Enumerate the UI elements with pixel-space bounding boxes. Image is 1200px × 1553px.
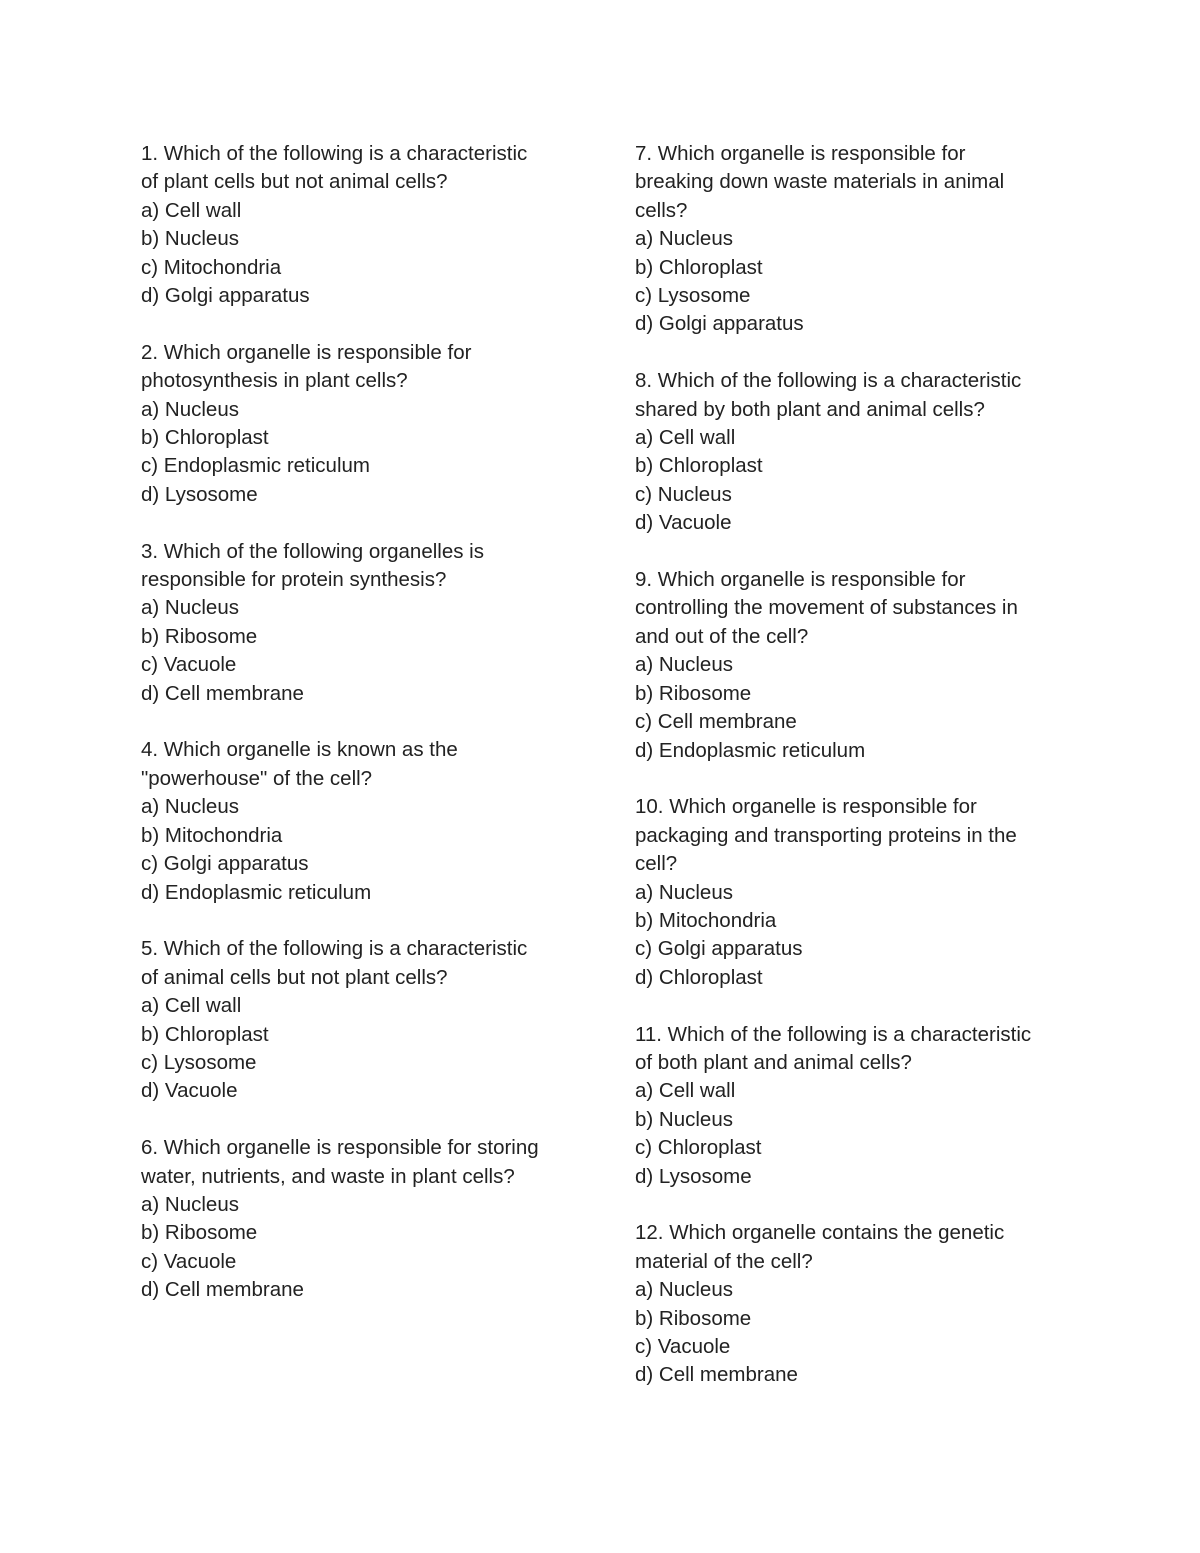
answer-option-b: b) Chloroplast — [635, 255, 763, 279]
answer-option-c: c) Mitochondria — [141, 255, 282, 279]
question-text-line: shared by both plant and animal cells? — [635, 397, 985, 421]
answer-option-b: b) Mitochondria — [635, 908, 777, 932]
answer-option-c: c) Vacuole — [635, 1334, 731, 1358]
question-4 — [141, 736, 581, 906]
question-12 — [635, 1219, 1075, 1389]
answer-option-c: c) Golgi apparatus — [635, 937, 803, 961]
question-text-line: 3. Which of the following organelles is — [141, 539, 484, 563]
question-text-line: 10. Which organelle is responsible for — [635, 795, 977, 819]
answer-option-d: d) Vacuole — [141, 1079, 238, 1103]
question-10 — [635, 793, 1075, 992]
question-spacer — [141, 907, 581, 935]
question-2 — [141, 339, 581, 509]
question-text-line: 12. Which organelle contains the genetic — [635, 1221, 1005, 1245]
question-text-line: 8. Which of the following is a characteristic — [635, 369, 1022, 393]
answer-option-c: c) Endoplasmic reticulum — [141, 454, 370, 478]
question-spacer — [635, 339, 1075, 367]
answer-option-b: b) Ribosome — [141, 624, 258, 648]
question-text-line: 4. Which organelle is known as the — [141, 738, 458, 762]
right-question-column — [635, 140, 1075, 1390]
answer-option-a: a) Cell wall — [141, 198, 242, 222]
answer-option-c: c) Chloroplast — [635, 1136, 762, 1160]
answer-option-b: b) Nucleus — [635, 1107, 733, 1131]
question-text-line: 9. Which organelle is responsible for — [635, 568, 966, 592]
answer-option-a: a) Nucleus — [141, 397, 239, 421]
question-6 — [141, 1134, 581, 1304]
answer-option-b: b) Chloroplast — [635, 454, 763, 478]
answer-option-d: d) Cell membrane — [141, 1278, 304, 1302]
answer-option-a: a) Nucleus — [141, 596, 239, 620]
answer-option-a: a) Cell wall — [141, 994, 242, 1018]
answer-option-c: c) Lysosome — [141, 1050, 257, 1074]
question-5 — [141, 935, 581, 1105]
question-text-line: 7. Which organelle is responsible for — [635, 142, 966, 165]
answer-option-b: b) Nucleus — [141, 227, 239, 251]
question-spacer — [635, 1191, 1075, 1219]
question-text-line: 11. Which of the following is a characteristic — [635, 1022, 1032, 1046]
question-1 — [141, 140, 581, 310]
answer-option-d: d) Chloroplast — [635, 965, 763, 989]
answer-option-d: d) Golgi apparatus — [635, 312, 804, 336]
answer-option-b: b) Ribosome — [635, 681, 752, 705]
question-text-line: water, nutrients, and waste in plant cells? — [141, 1164, 515, 1188]
question-text-line: and out of the cell? — [635, 624, 809, 648]
left-question-column — [141, 140, 581, 1305]
answer-option-c: c) Cell membrane — [635, 710, 797, 734]
question-spacer — [635, 765, 1075, 793]
question-spacer — [141, 708, 581, 736]
answer-option-a: a) Cell wall — [635, 1079, 736, 1103]
question-8 — [635, 367, 1075, 537]
question-spacer — [141, 509, 581, 537]
question-spacer — [635, 992, 1075, 1020]
answer-option-a: a) Nucleus — [141, 1192, 239, 1216]
question-7 — [635, 140, 1075, 339]
question-text-line: controlling the movement of substances in — [635, 596, 1018, 620]
question-text-line: of animal cells but not plant cells? — [141, 965, 448, 989]
question-9 — [635, 566, 1075, 765]
answer-option-b: b) Ribosome — [635, 1306, 752, 1330]
question-text-line: of both plant and animal cells? — [635, 1050, 912, 1074]
question-text-line: cells? — [635, 198, 688, 222]
answer-option-a: a) Nucleus — [141, 795, 239, 819]
question-spacer — [141, 310, 581, 338]
question-spacer — [635, 538, 1075, 566]
answer-option-a: a) Nucleus — [635, 653, 733, 677]
question-spacer — [141, 1106, 581, 1134]
answer-option-d: d) Cell membrane — [635, 1363, 798, 1387]
question-text-line: breaking down waste materials in animal — [635, 170, 1005, 194]
question-text-line: material of the cell? — [635, 1249, 813, 1273]
answer-option-c: c) Vacuole — [141, 1249, 237, 1273]
answer-option-b: b) Chloroplast — [141, 426, 269, 450]
question-text-line: photosynthesis in plant cells? — [141, 369, 408, 393]
question-text-line: "powerhouse" of the cell? — [141, 766, 373, 790]
question-11 — [635, 1021, 1075, 1191]
answer-option-c: c) Lysosome — [635, 284, 751, 308]
answer-option-d: d) Endoplasmic reticulum — [141, 880, 372, 904]
answer-option-d: d) Vacuole — [635, 511, 732, 535]
question-text-line: responsible for protein synthesis? — [141, 568, 447, 592]
answer-option-d: d) Cell membrane — [141, 681, 304, 705]
answer-option-a: a) Nucleus — [635, 1278, 733, 1302]
question-text-line: packaging and transporting proteins in the — [635, 823, 1017, 847]
answer-option-a: a) Nucleus — [635, 880, 733, 904]
answer-option-c: c) Nucleus — [635, 482, 732, 506]
answer-option-b: b) Mitochondria — [141, 823, 283, 847]
answer-option-d: d) Golgi apparatus — [141, 284, 310, 308]
answer-option-d: d) Lysosome — [635, 1164, 752, 1188]
question-3 — [141, 538, 581, 708]
question-text-line: 2. Which organelle is responsible for — [141, 340, 472, 364]
answer-option-d: d) Endoplasmic reticulum — [635, 738, 866, 762]
answer-option-c: c) Golgi apparatus — [141, 852, 309, 876]
answer-option-a: a) Cell wall — [635, 426, 736, 450]
answer-option-c: c) Vacuole — [141, 653, 237, 677]
answer-option-a: a) Nucleus — [635, 227, 733, 251]
question-text-line: cell? — [635, 852, 678, 876]
question-text-line: of plant cells but not animal cells? — [141, 170, 448, 194]
answer-option-d: d) Lysosome — [141, 482, 258, 506]
question-text-line: 5. Which of the following is a characteristic — [141, 937, 528, 961]
answer-option-b: b) Chloroplast — [141, 1022, 269, 1046]
question-text-line: 6. Which organelle is responsible for storing — [141, 1136, 539, 1160]
question-text-line: 1. Which of the following is a characteristic — [141, 142, 528, 165]
answer-option-b: b) Ribosome — [141, 1221, 258, 1245]
